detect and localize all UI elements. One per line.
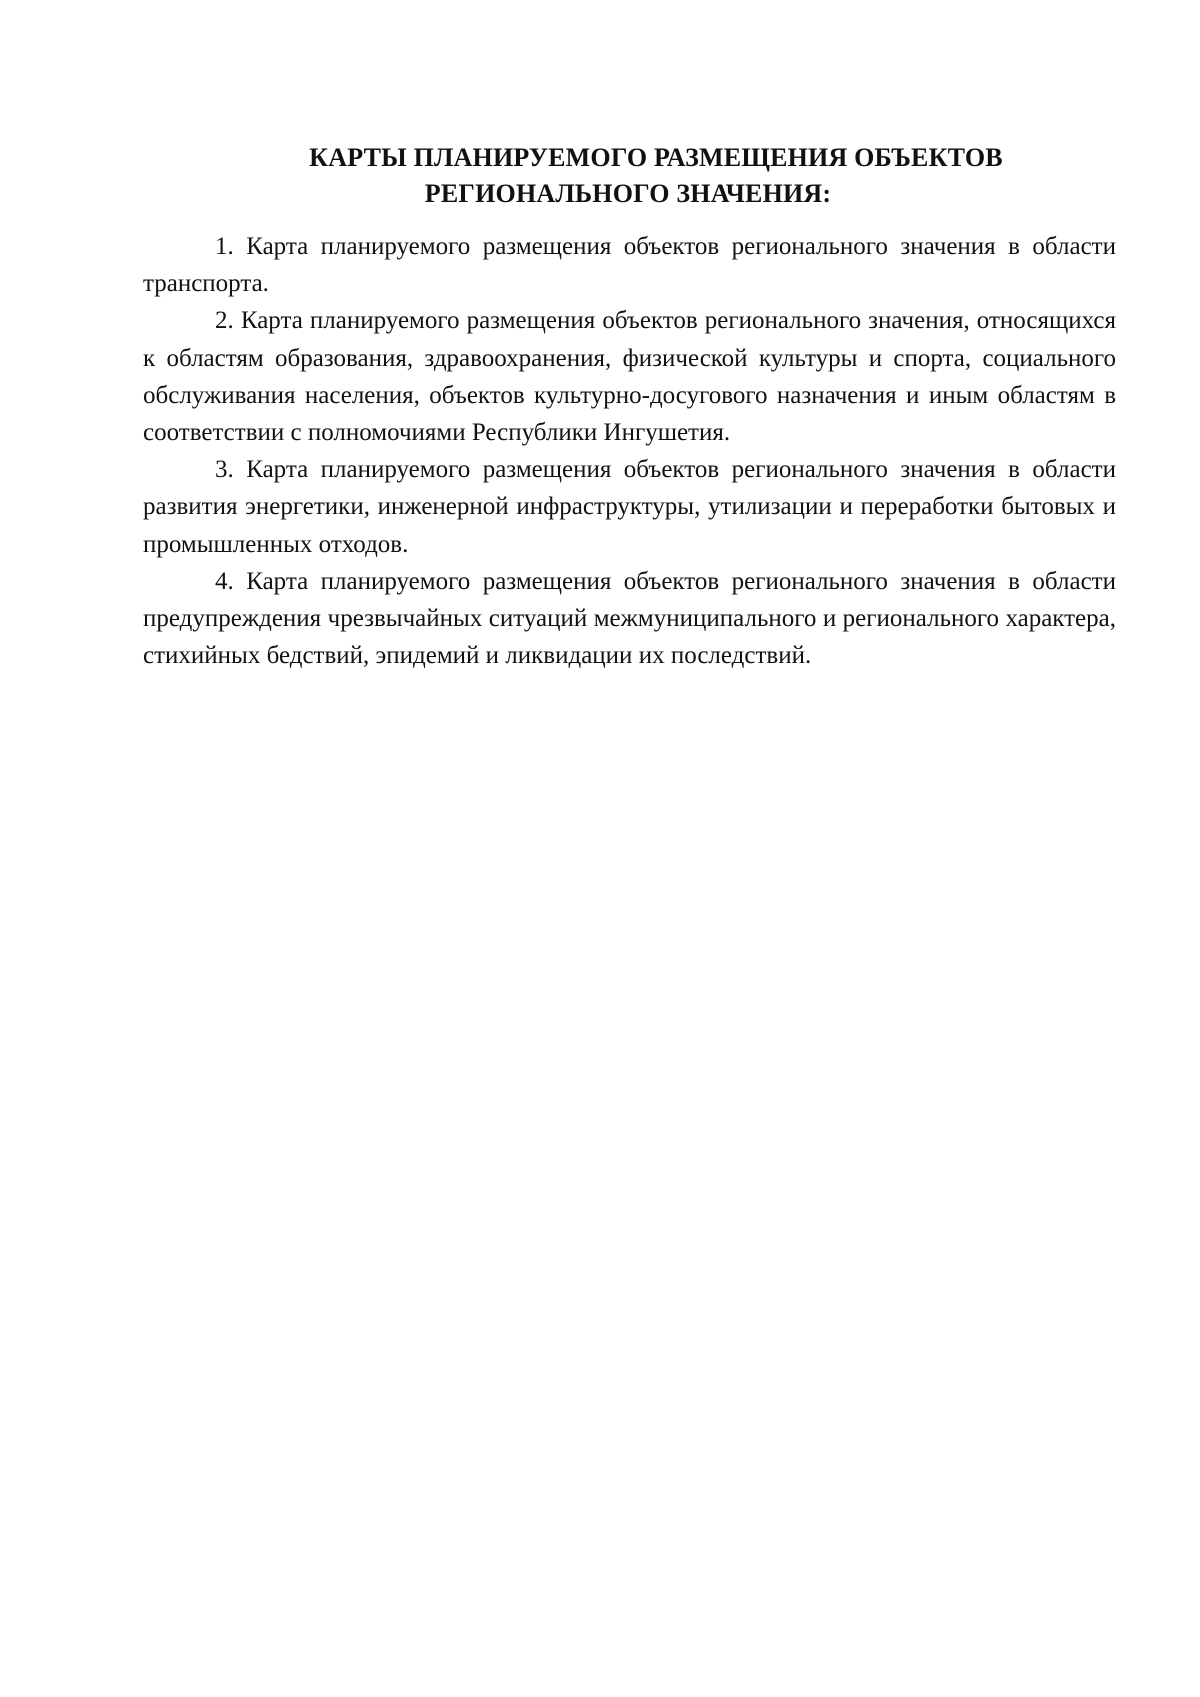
- list-item-3: 3. Карта планируемого размещения объектов регионального значения в области развития энергетики, инженерной инфраструктуры, утилизации и переработки бытовых и промышленных отходов.: [143, 456, 1116, 558]
- maps-list: [143, 228, 1116, 674]
- list-item-2: 2. Карта планируемого размещения объектов регионального значения, относящихся к областям образования, здравоохранения, физической культуры и спорта, социального обслуживания населения, объектов культурно-досугового назначения и иным областям в соответствии с полномочиями Республики Ингушетия.: [143, 307, 1116, 447]
- document-title-line-1: КАРТЫ ПЛАНИРУЕМОГО РАЗМЕЩЕНИЯ ОБЪЕКТОВ: [309, 143, 1003, 172]
- list-item-4: 4. Карта планируемого размещения объектов регионального значения в области предупреждения чрезвычайных ситуаций межмуниципального и регионального характера, стихийных бедствий, эпидемий и ликвидации их последствий.: [143, 567, 1116, 670]
- list-item-1: 1. Карта планируемого размещения объектов регионального значения в области транспорта.: [143, 233, 1116, 298]
- document-title-line-2: РЕГИОНАЛЬНОГО ЗНАЧЕНИЯ:: [424, 179, 832, 208]
